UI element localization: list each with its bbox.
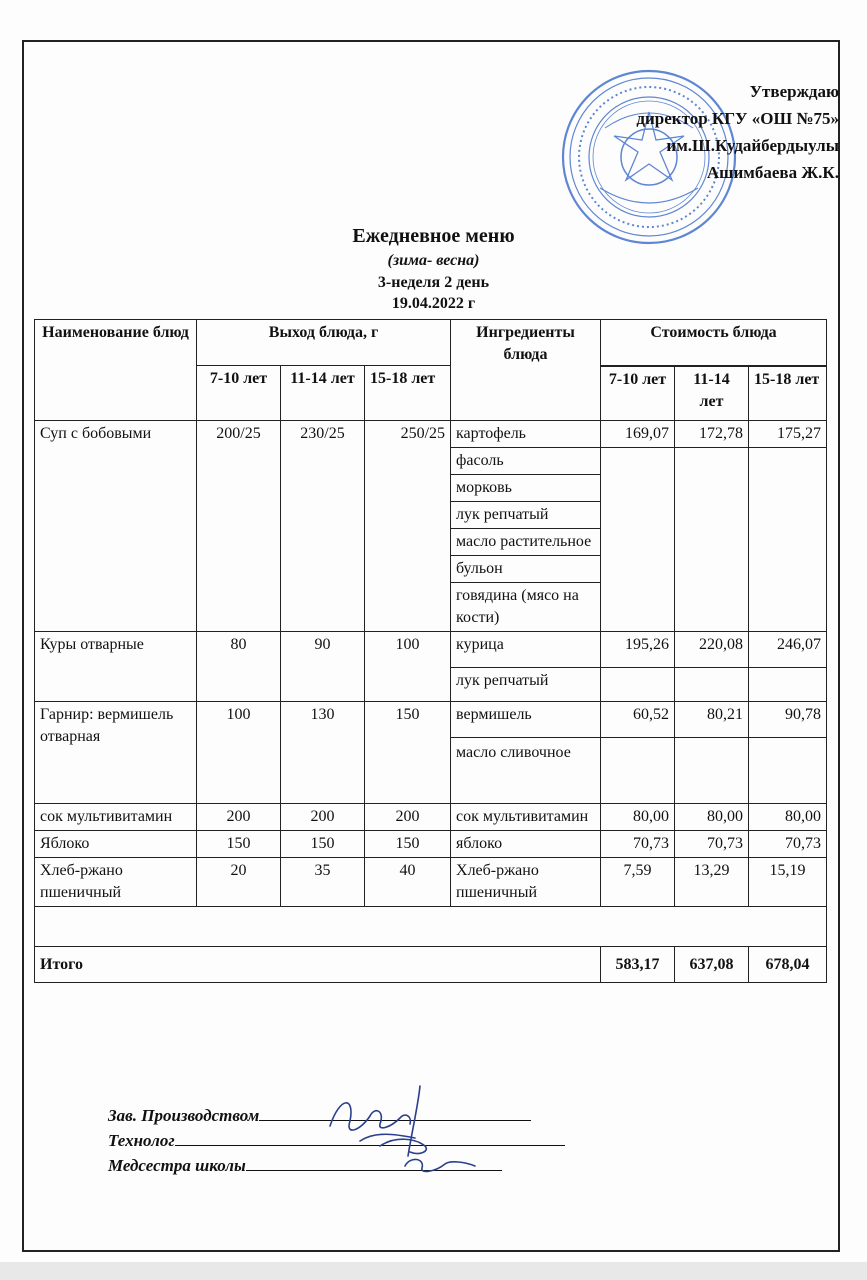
header-cost-age1: 7-10 лет xyxy=(601,367,675,421)
dish-output-age2: 150 xyxy=(281,831,365,858)
dish-name: Гарнир: вермишель отварная xyxy=(35,702,197,804)
header-output-age2: 11-14 лет xyxy=(281,366,365,421)
empty-cell xyxy=(749,738,827,804)
dish-output-age2: 130 xyxy=(281,702,365,804)
handwritten-signatures xyxy=(300,1076,530,1186)
menu-week: 3-неделя 2 день xyxy=(377,274,490,291)
ingredient: масло растительное xyxy=(451,529,601,556)
dish-cost-age2: 172,78 xyxy=(675,421,749,448)
empty-cell xyxy=(749,448,827,632)
ingredient: Хлеб-ржано пшеничный xyxy=(451,858,601,907)
approval-line4: Ашимбаева Ж.К. xyxy=(706,163,839,182)
approval-line1: Утверждаю xyxy=(749,82,839,101)
dish-output-age1: 150 xyxy=(197,831,281,858)
empty-cell xyxy=(749,668,827,702)
ingredient: бульон xyxy=(451,556,601,583)
dish-output-age3: 150 xyxy=(365,702,451,804)
dish-cost-age3: 90,78 xyxy=(749,702,827,738)
dish-name: Куры отварные xyxy=(35,632,197,702)
dish-output-age3: 200 xyxy=(365,804,451,831)
dish-cost-age3: 175,27 xyxy=(749,421,827,448)
header-output-age1: 7-10 лет xyxy=(197,366,281,421)
dish-output-age3: 250/25 xyxy=(365,421,451,632)
dish-cost-age1: 7,59 xyxy=(601,858,675,907)
total-label: Итого xyxy=(35,947,601,983)
ingredient: морковь xyxy=(451,475,601,502)
header-cost-age3: 15-18 лет xyxy=(749,367,827,421)
dish-output-age2: 35 xyxy=(281,858,365,907)
dish-cost-age3: 246,07 xyxy=(749,632,827,668)
dish-output-age1: 20 xyxy=(197,858,281,907)
empty-cell xyxy=(601,738,675,804)
ingredient: яблоко xyxy=(451,831,601,858)
dish-cost-age2: 80,21 xyxy=(675,702,749,738)
dish-output-age2: 200 xyxy=(281,804,365,831)
dish-cost-age2: 13,29 xyxy=(675,858,749,907)
ingredient: вермишель xyxy=(451,702,601,738)
menu-table xyxy=(34,319,827,983)
total-cost-age1: 583,17 xyxy=(601,947,675,983)
header-dish-name: Наименование блюд xyxy=(35,320,197,421)
dish-name: Яблоко xyxy=(35,831,197,858)
dish-output-age3: 40 xyxy=(365,858,451,907)
menu-date: 19.04.2022 г xyxy=(391,295,476,312)
approval-block xyxy=(636,78,839,186)
signature-nurse-label: Медсестра школы xyxy=(108,1156,246,1175)
dish-output-age2: 230/25 xyxy=(281,421,365,632)
header-output: Выход блюда, г xyxy=(197,320,451,366)
scan-bottom-strip xyxy=(0,1262,867,1280)
empty-cell xyxy=(601,448,675,632)
ingredient: картофель xyxy=(451,421,601,448)
dish-cost-age2: 80,00 xyxy=(675,804,749,831)
dish-cost-age3: 80,00 xyxy=(749,804,827,831)
ingredient: лук репчатый xyxy=(451,502,601,529)
dish-cost-age1: 195,26 xyxy=(601,632,675,668)
header-output-age3: 15-18 лет xyxy=(365,366,451,421)
empty-cell xyxy=(601,668,675,702)
approval-line3: им.Ш.Кудайбердыулы xyxy=(666,136,839,155)
dish-output-age1: 200/25 xyxy=(197,421,281,632)
dish-name: Суп с бобовыми xyxy=(35,421,197,632)
ingredient: фасоль xyxy=(451,448,601,475)
dish-cost-age2: 220,08 xyxy=(675,632,749,668)
dish-output-age3: 150 xyxy=(365,831,451,858)
signature-technologist-label: Технолог xyxy=(108,1131,175,1150)
dish-cost-age1: 70,73 xyxy=(601,831,675,858)
dish-cost-age1: 80,00 xyxy=(601,804,675,831)
empty-cell xyxy=(675,738,749,804)
ingredient: сок мультивитамин xyxy=(451,804,601,831)
total-cost-age2: 637,08 xyxy=(675,947,749,983)
dish-output-age1: 80 xyxy=(197,632,281,702)
ingredient: курица xyxy=(451,632,601,668)
dish-cost-age1: 60,52 xyxy=(601,702,675,738)
dish-name: сок мультивитамин xyxy=(35,804,197,831)
dish-output-age2: 90 xyxy=(281,632,365,702)
empty-cell xyxy=(675,448,749,632)
ingredient: лук репчатый xyxy=(451,668,601,702)
total-cost-age3: 678,04 xyxy=(749,947,827,983)
signature-production-label: Зав. Производством xyxy=(108,1106,260,1125)
dish-cost-age2: 70,73 xyxy=(675,831,749,858)
empty-cell xyxy=(675,668,749,702)
dish-name: Хлеб-ржано пшеничный xyxy=(35,858,197,907)
menu-title: Ежедневное меню xyxy=(352,225,515,247)
dish-output-age1: 100 xyxy=(197,702,281,804)
ingredient: говядина (мясо на кости) xyxy=(451,583,601,632)
approval-line2: директор КГУ «ОШ №75» xyxy=(636,109,839,128)
dish-cost-age3: 15,19 xyxy=(749,858,827,907)
dish-output-age1: 200 xyxy=(197,804,281,831)
header-cost: Стоимость блюда xyxy=(601,320,827,366)
header-ingredients: Ингредиенты блюда xyxy=(451,320,601,421)
empty-row xyxy=(35,907,827,947)
menu-season: (зима- весна) xyxy=(387,252,480,269)
dish-output-age3: 100 xyxy=(365,632,451,702)
ingredient: масло сливочное xyxy=(451,738,601,804)
dish-cost-age3: 70,73 xyxy=(749,831,827,858)
dish-cost-age1: 169,07 xyxy=(601,421,675,448)
header-cost-age2: 11-14 лет xyxy=(675,367,749,421)
